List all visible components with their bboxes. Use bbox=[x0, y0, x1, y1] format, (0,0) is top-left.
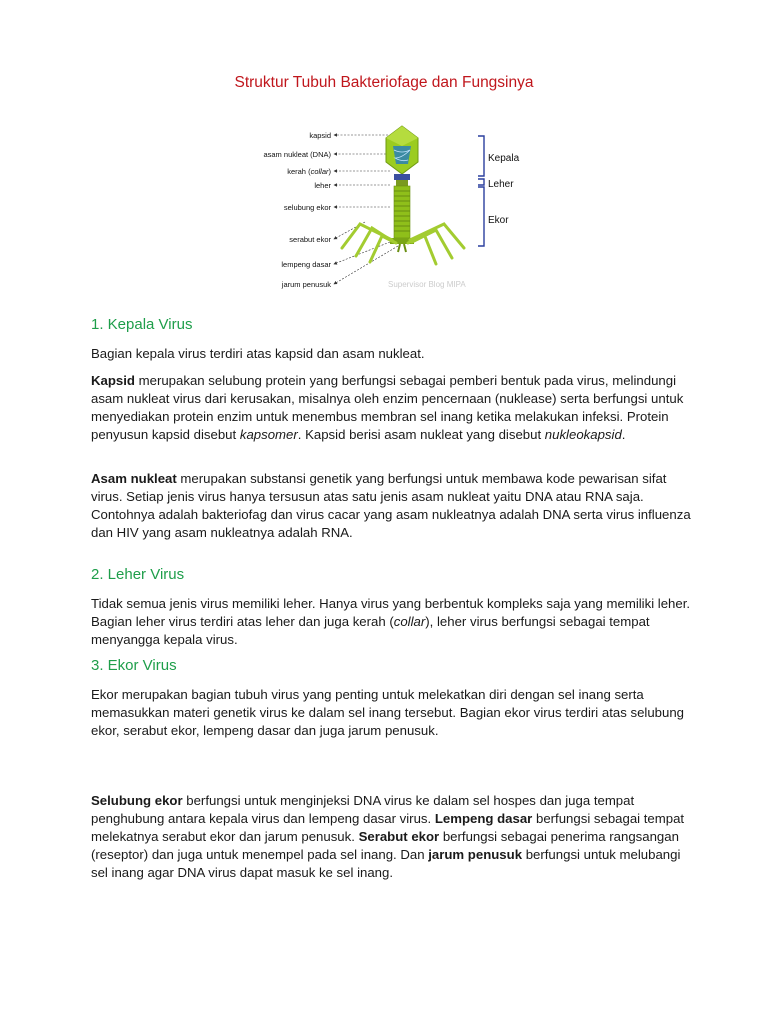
kapsid-text-2: . Kapsid berisi asam nukleat yang disebut bbox=[297, 427, 545, 442]
heading-leher-virus: 2. Leher Virus bbox=[91, 566, 185, 583]
page-title: Struktur Tubuh Bakteriofage dan Fungsinya bbox=[234, 74, 534, 91]
para-ekor-detail bbox=[91, 792, 691, 882]
label-kapsid: kapsid bbox=[309, 131, 331, 140]
term-lempeng-dasar: Lempeng dasar bbox=[434, 811, 533, 826]
virus-illustration bbox=[342, 126, 464, 264]
ekor-detail-text-2: berfungsi sebagai tempat melekatnya serabut ekor dan jarum penusuk. bbox=[91, 811, 685, 844]
heading-kepala-virus: 1. Kepala Virus bbox=[91, 316, 193, 333]
region-leher: Leher bbox=[488, 179, 514, 190]
term-asam-nukleat: Asam nukleat bbox=[91, 471, 177, 486]
label-leher: leher bbox=[314, 181, 331, 190]
para-asam-nukleat bbox=[91, 470, 691, 542]
kapsid-text-3: . bbox=[621, 427, 626, 442]
label-selubung-ekor: selubung ekor bbox=[283, 203, 331, 212]
label-kerah: kerah (collar) bbox=[287, 167, 331, 176]
ekor-detail-text-1: berfungsi untuk menginjeksi DNA virus ke dalam sel hospes dan juga tempat penghubung antara kepala virus dan lempeng dasar virus. bbox=[91, 793, 635, 826]
asam-text: merupakan substansi genetik yang berfungsi untuk membawa kode pewarisan sifat virus. Setiap jenis virus hanya tersusun atas satu jenis asam nukleat yaitu DNA atau RNA saja. Contohnya adalah bakteriofag dan virus cacar yang asam nukleatnya adalah DNA serta virus influenza dan HIV yang asam nukleatnya adalah RNA. bbox=[91, 471, 691, 540]
label-lempeng-dasar: lempeng dasar bbox=[281, 260, 331, 269]
kapsid-italic-2: nukleokapsid bbox=[544, 427, 622, 442]
kapsid-italic-1: kapsomer bbox=[239, 427, 298, 442]
label-jarum-penusuk: jarum penusuk bbox=[281, 280, 331, 289]
region-brackets bbox=[478, 136, 484, 246]
term-selubung-ekor: Selubung ekor bbox=[91, 793, 183, 808]
leher-text-2: ), leher virus berfungsi sebagai tempat menyangga kepala virus. bbox=[91, 614, 650, 647]
leher-italic: collar bbox=[393, 614, 426, 629]
para-ekor-intro: Ekor merupakan bagian tubuh virus yang penting untuk melekatkan diri dengan sel inang serta memasukkan materi genetik virus ke dalam sel inang tersebut. Bagian ekor virus terdiri atas selubung ekor, serabut ekor, lempeng dasar dan juga jarum penusuk. bbox=[91, 687, 684, 738]
region-ekor: Ekor bbox=[488, 215, 509, 226]
bacteriophage-diagram bbox=[230, 124, 530, 300]
label-asam-nukleat: asam nukleat (DNA) bbox=[263, 150, 331, 159]
para-leher bbox=[91, 595, 691, 649]
label-serabut-ekor: serabut ekor bbox=[289, 235, 331, 244]
region-kepala: Kepala bbox=[488, 153, 520, 164]
ekor-detail-text-3: berfungsi sebagai penerima rangsangan (reseptor) dan juga untuk menempel pada sel inang. Dan bbox=[91, 829, 679, 862]
term-kapsid: Kapsid bbox=[91, 373, 135, 388]
heading-ekor-virus: 3. Ekor Virus bbox=[91, 657, 177, 674]
kapsid-text-1: merupakan selubung protein yang berfungsi sebagai pemberi bentuk pada virus, melindungi asam nukleat virus dari kerusakan, misalnya oleh enzim pencernaan (nuklease) serta berfungsi untuk menyediakan protein enzim untuk menembus membran sel inang ketika melakukan infeksi. Protein penyusun kapsid disebut bbox=[91, 373, 684, 442]
para-kapsid bbox=[91, 372, 691, 444]
ekor-detail-text-4: berfungsi untuk melubangi sel inang agar DNA virus dapat masuk ke sel inang. bbox=[91, 847, 681, 880]
leher-text-1: Tidak semua jenis virus memiliki leher. Hanya virus yang berbentuk kompleks saja yang memiliki leher. Bagian leher virus terdiri atas leher dan juga kerah ( bbox=[91, 596, 691, 629]
term-jarum-penusuk: jarum penusuk bbox=[428, 847, 523, 862]
term-serabut-ekor: Serabut ekor bbox=[358, 829, 440, 844]
para-kepala-intro: Bagian kepala virus terdiri atas kapsid dan asam nukleat. bbox=[91, 346, 425, 361]
watermark: Supervisor Blog MIPA bbox=[388, 280, 466, 289]
